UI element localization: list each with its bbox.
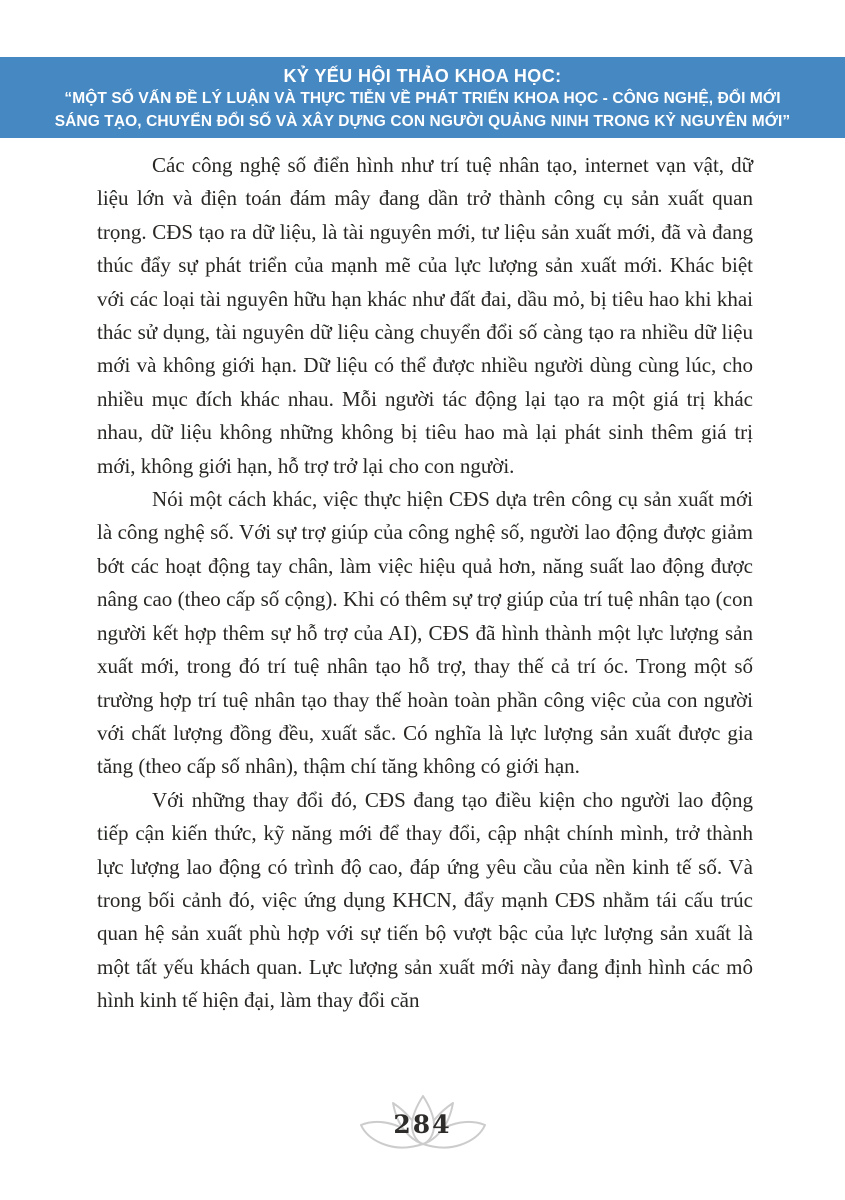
page-body <box>97 149 753 1018</box>
header-subtitle-line1: “MỘT SỐ VẤN ĐỀ LÝ LUẬN VÀ THỰC TIỄN VỀ PHÁT TRIỂN KHOA HỌC - CÔNG NGHỆ, ĐỔI MỚI <box>64 90 781 107</box>
body-paragraph-1: Các công nghệ số điển hình như trí tuệ nhân tạo, internet vạn vật, dữ liệu lớn và điện toán đám mây đang dần trở thành công cụ sản xuất quan trọng. CĐS tạo ra dữ liệu, là tài nguyên mới, tư liệu sản xuất mới, đã và đang thúc đẩy sự phát triển của mạnh mẽ của lực lượng sản xuất mới. Khác biệt với các loại tài nguyên hữu hạn khác như đất đai, dầu mỏ, bị tiêu hao khi khai thác sử dụng, tài nguyên dữ liệu càng chuyển đổi số càng tạo ra nhiều dữ liệu mới và không giới hạn. Dữ liệu có thể được nhiều người dùng cùng lúc, cho nhiều mục đích khác nhau. Mỗi người tác động lại tạo ra một giá trị khác nhau, dữ liệu không những không bị tiêu hao mà lại phát sinh thêm giá trị mới, không giới hạn, hỗ trợ trở lại cho con người. <box>97 153 753 478</box>
header-title: KỶ YẾU HỘI THẢO KHOA HỌC: <box>283 66 562 86</box>
header-subtitle-line2: SÁNG TẠO, CHUYỂN ĐỔI SỐ VÀ XÂY DỰNG CON NGƯỜI QUẢNG NINH TRONG KỶ NGUYÊN MỚI” <box>54 112 791 130</box>
page-number: 284 <box>393 1110 452 1139</box>
page-number-ornament <box>357 1094 489 1152</box>
body-paragraph-2: Nói một cách khác, việc thực hiện CĐS dựa trên công cụ sản xuất mới là công nghệ số. Với sự trợ giúp của công nghệ số, người lao động được giảm bớt các hoạt động tay chân, làm việc hiệu quả hơn, năng suất lao động được nâng cao (theo cấp số cộng). Khi có thêm sự trợ giúp của trí tuệ nhân tạo (con người kết hợp thêm sự hỗ trợ của AI), CĐS đã hình thành một lực lượng sản xuất mới, trong đó trí tuệ nhân tạo hỗ trợ, thay thế cả trí óc. Trong một số trường hợp trí tuệ nhân tạo thay thế hoàn toàn phần công việc của con người với chất lượng đồng đều, xuất sắc. Có nghĩa là lực lượng sản xuất được gia tăng (theo cấp số nhân), thậm chí tăng không có giới hạn. <box>97 487 753 779</box>
body-paragraph-3: Với những thay đổi đó, CĐS đang tạo điều kiện cho người lao động tiếp cận kiến thức, kỹ năng mới để thay đổi, cập nhật chính mình, trở thành lực lượng lao động có trình độ cao, đáp ứng yêu cầu của nền kinh tế số. Và trong bối cảnh đó, việc ứng dụng KHCN, đẩy mạnh CĐS nhằm tái cấu trúc quan hệ sản xuất phù hợp với sự tiến bộ vượt bậc của lực lượng sản xuất là một tất yếu khách quan. Lực lượng sản xuất mới này đang định hình các mô hình kinh tế hiện đại, làm thay đổi căn <box>97 787 753 1013</box>
conference-header-band <box>0 57 845 138</box>
